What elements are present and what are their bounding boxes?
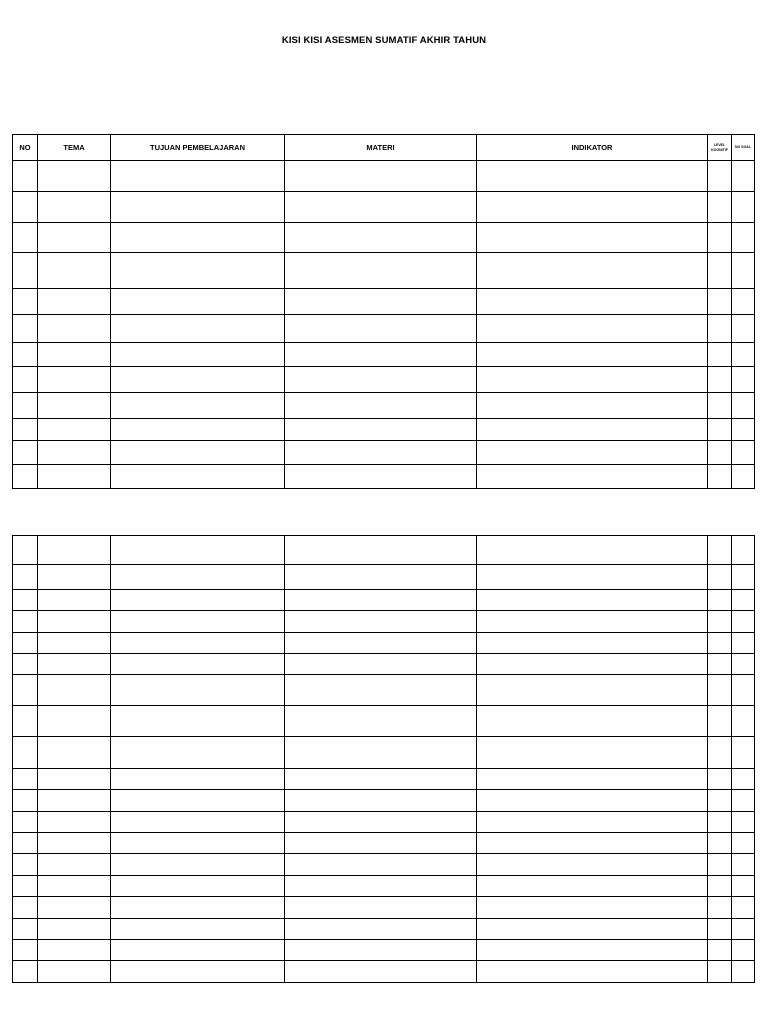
table-row [13, 675, 755, 706]
cell-no-soal [732, 961, 755, 983]
cell-tema [38, 465, 111, 489]
cell-materi [285, 897, 477, 919]
cell-tema [38, 565, 111, 590]
cell-materi [285, 961, 477, 983]
cell-tema [38, 441, 111, 465]
cell-no-soal [732, 441, 755, 465]
cell-level-kognitif [708, 590, 732, 611]
cell-level-kognitif [708, 393, 732, 419]
header-indikator: INDIKATOR [477, 135, 708, 161]
cell-no [13, 769, 38, 790]
table-body-bottom [13, 536, 755, 983]
cell-no [13, 876, 38, 897]
cell-no [13, 192, 38, 223]
cell-materi [285, 769, 477, 790]
cell-indikator [477, 161, 708, 192]
cell-materi [285, 441, 477, 465]
cell-level-kognitif [708, 769, 732, 790]
cell-no [13, 289, 38, 315]
cell-no [13, 393, 38, 419]
header-tujuan-pembelajaran: TUJUAN PEMBELAJARAN [111, 135, 285, 161]
cell-tujuan-pembelajaran [111, 919, 285, 940]
cell-tema [38, 192, 111, 223]
cell-tema [38, 633, 111, 654]
cell-tujuan-pembelajaran [111, 654, 285, 675]
cell-no [13, 790, 38, 812]
cell-no-soal [732, 367, 755, 393]
cell-no-soal [732, 253, 755, 289]
cell-materi [285, 393, 477, 419]
cell-materi [285, 465, 477, 489]
cell-level-kognitif [708, 611, 732, 633]
cell-materi [285, 940, 477, 961]
cell-tujuan-pembelajaran [111, 961, 285, 983]
cell-indikator [477, 833, 708, 854]
cell-tujuan-pembelajaran [111, 315, 285, 343]
cell-level-kognitif [708, 961, 732, 983]
cell-no [13, 919, 38, 940]
cell-tema [38, 161, 111, 192]
header-tema: TEMA [38, 135, 111, 161]
cell-indikator [477, 675, 708, 706]
cell-indikator [477, 654, 708, 675]
header-level-kognitif: LEVEL KOGNITIF [708, 135, 732, 161]
table-row [13, 343, 755, 367]
cell-materi [285, 192, 477, 223]
cell-level-kognitif [708, 315, 732, 343]
cell-level-kognitif [708, 876, 732, 897]
document-title: KISI KISI ASESMEN SUMATIF AKHIR TAHUN [281, 35, 487, 46]
table-row [13, 393, 755, 419]
cell-materi [285, 223, 477, 253]
cell-no-soal [732, 919, 755, 940]
cell-no-soal [732, 343, 755, 367]
table-row [13, 633, 755, 654]
cell-tema [38, 833, 111, 854]
cell-materi [285, 790, 477, 812]
cell-tujuan-pembelajaran [111, 812, 285, 833]
cell-tujuan-pembelajaran [111, 192, 285, 223]
cell-no [13, 590, 38, 611]
table-body-top [13, 161, 755, 489]
table-row [13, 919, 755, 940]
cell-level-kognitif [708, 419, 732, 441]
cell-tujuan-pembelajaran [111, 343, 285, 367]
cell-indikator [477, 876, 708, 897]
cell-materi [285, 833, 477, 854]
header-materi: MATERI [285, 135, 477, 161]
cell-indikator [477, 315, 708, 343]
cell-tujuan-pembelajaran [111, 706, 285, 737]
cell-tema [38, 919, 111, 940]
cell-tujuan-pembelajaran [111, 465, 285, 489]
cell-no-soal [732, 790, 755, 812]
cell-no-soal [732, 737, 755, 769]
table-row [13, 706, 755, 737]
table-row [13, 192, 755, 223]
cell-no [13, 897, 38, 919]
cell-tujuan-pembelajaran [111, 419, 285, 441]
cell-no-soal [732, 611, 755, 633]
table-row [13, 611, 755, 633]
cell-no-soal [732, 833, 755, 854]
cell-tujuan-pembelajaran [111, 769, 285, 790]
cell-no [13, 367, 38, 393]
cell-indikator [477, 706, 708, 737]
cell-tujuan-pembelajaran [111, 590, 285, 611]
cell-tema [38, 611, 111, 633]
cell-indikator [477, 289, 708, 315]
cell-no [13, 961, 38, 983]
cell-tema [38, 897, 111, 919]
cell-no-soal [732, 289, 755, 315]
cell-level-kognitif [708, 465, 732, 489]
cell-no [13, 833, 38, 854]
cell-no [13, 465, 38, 489]
table-row [13, 876, 755, 897]
cell-tema [38, 393, 111, 419]
table-row [13, 419, 755, 441]
cell-materi [285, 919, 477, 940]
table-row [13, 654, 755, 675]
cell-no [13, 223, 38, 253]
cell-tema [38, 367, 111, 393]
cell-no-soal [732, 769, 755, 790]
cell-tujuan-pembelajaran [111, 737, 285, 769]
cell-no [13, 161, 38, 192]
cell-level-kognitif [708, 161, 732, 192]
cell-tema [38, 590, 111, 611]
cell-level-kognitif [708, 253, 732, 289]
cell-indikator [477, 940, 708, 961]
cell-no [13, 737, 38, 769]
table-row [13, 812, 755, 833]
cell-tema [38, 223, 111, 253]
cell-no [13, 812, 38, 833]
cell-tujuan-pembelajaran [111, 897, 285, 919]
header-row [13, 135, 755, 161]
cell-no [13, 441, 38, 465]
cell-no [13, 343, 38, 367]
cell-level-kognitif [708, 833, 732, 854]
cell-materi [285, 737, 477, 769]
cell-tujuan-pembelajaran [111, 833, 285, 854]
cell-tema [38, 961, 111, 983]
cell-no-soal [732, 192, 755, 223]
cell-level-kognitif [708, 790, 732, 812]
cell-tema [38, 675, 111, 706]
table-row [13, 253, 755, 289]
cell-level-kognitif [708, 654, 732, 675]
cell-level-kognitif [708, 289, 732, 315]
cell-indikator [477, 812, 708, 833]
cell-tema [38, 654, 111, 675]
cell-indikator [477, 465, 708, 489]
cell-materi [285, 812, 477, 833]
cell-level-kognitif [708, 565, 732, 590]
cell-tema [38, 536, 111, 565]
cell-no-soal [732, 654, 755, 675]
cell-tema [38, 769, 111, 790]
table-row [13, 315, 755, 343]
cell-materi [285, 854, 477, 876]
cell-indikator [477, 737, 708, 769]
cell-materi [285, 536, 477, 565]
cell-indikator [477, 897, 708, 919]
cell-no [13, 536, 38, 565]
cell-no-soal [732, 565, 755, 590]
cell-materi [285, 343, 477, 367]
cell-level-kognitif [708, 367, 732, 393]
cell-level-kognitif [708, 706, 732, 737]
cell-indikator [477, 253, 708, 289]
cell-materi [285, 611, 477, 633]
cell-indikator [477, 769, 708, 790]
cell-materi [285, 633, 477, 654]
cell-tema [38, 315, 111, 343]
cell-indikator [477, 393, 708, 419]
cell-tema [38, 790, 111, 812]
cell-tujuan-pembelajaran [111, 223, 285, 253]
cell-level-kognitif [708, 897, 732, 919]
cell-indikator [477, 419, 708, 441]
cell-no [13, 706, 38, 737]
cell-indikator [477, 633, 708, 654]
cell-no-soal [732, 465, 755, 489]
cell-no-soal [732, 536, 755, 565]
cell-no [13, 253, 38, 289]
cell-level-kognitif [708, 737, 732, 769]
cell-tema [38, 876, 111, 897]
cell-no [13, 940, 38, 961]
cell-tujuan-pembelajaran [111, 633, 285, 654]
cell-level-kognitif [708, 441, 732, 465]
cell-indikator [477, 367, 708, 393]
table-row [13, 769, 755, 790]
cell-tujuan-pembelajaran [111, 876, 285, 897]
cell-tujuan-pembelajaran [111, 161, 285, 192]
cell-tujuan-pembelajaran [111, 441, 285, 465]
table-row [13, 289, 755, 315]
cell-materi [285, 161, 477, 192]
cell-level-kognitif [708, 633, 732, 654]
cell-no-soal [732, 812, 755, 833]
cell-indikator [477, 961, 708, 983]
cell-indikator [477, 611, 708, 633]
cell-no [13, 611, 38, 633]
cell-no [13, 654, 38, 675]
cell-tema [38, 854, 111, 876]
cell-tujuan-pembelajaran [111, 289, 285, 315]
table-row [13, 161, 755, 192]
table-row [13, 590, 755, 611]
cell-level-kognitif [708, 940, 732, 961]
cell-level-kognitif [708, 343, 732, 367]
cell-materi [285, 706, 477, 737]
cell-tema [38, 419, 111, 441]
table-row [13, 737, 755, 769]
table-row [13, 565, 755, 590]
cell-indikator [477, 790, 708, 812]
cell-materi [285, 675, 477, 706]
cell-no [13, 565, 38, 590]
cell-no-soal [732, 897, 755, 919]
cell-tujuan-pembelajaran [111, 675, 285, 706]
cell-no-soal [732, 706, 755, 737]
cell-indikator [477, 854, 708, 876]
cell-no-soal [732, 940, 755, 961]
cell-indikator [477, 536, 708, 565]
cell-level-kognitif [708, 854, 732, 876]
cell-tujuan-pembelajaran [111, 253, 285, 289]
cell-materi [285, 253, 477, 289]
cell-no [13, 675, 38, 706]
table-row [13, 790, 755, 812]
cell-materi [285, 367, 477, 393]
cell-no [13, 854, 38, 876]
table-row [13, 961, 755, 983]
cell-tujuan-pembelajaran [111, 611, 285, 633]
table-row [13, 223, 755, 253]
table-row [13, 367, 755, 393]
header-no: NO [13, 135, 38, 161]
table-row [13, 854, 755, 876]
cell-no-soal [732, 419, 755, 441]
cell-tema [38, 253, 111, 289]
cell-no-soal [732, 876, 755, 897]
cell-no-soal [732, 223, 755, 253]
cell-materi [285, 654, 477, 675]
cell-materi [285, 289, 477, 315]
cell-level-kognitif [708, 192, 732, 223]
cell-tema [38, 812, 111, 833]
table-row [13, 536, 755, 565]
cell-indikator [477, 223, 708, 253]
cell-tema [38, 737, 111, 769]
cell-materi [285, 876, 477, 897]
cell-tujuan-pembelajaran [111, 854, 285, 876]
cell-materi [285, 419, 477, 441]
cell-indikator [477, 441, 708, 465]
cell-materi [285, 590, 477, 611]
cell-materi [285, 565, 477, 590]
cell-level-kognitif [708, 223, 732, 253]
cell-tema [38, 289, 111, 315]
cell-tujuan-pembelajaran [111, 790, 285, 812]
cell-no-soal [732, 315, 755, 343]
cell-no-soal [732, 393, 755, 419]
cell-no-soal [732, 854, 755, 876]
cell-no [13, 315, 38, 343]
cell-no-soal [732, 590, 755, 611]
cell-tema [38, 343, 111, 367]
cell-no-soal [732, 161, 755, 192]
cell-indikator [477, 565, 708, 590]
cell-no [13, 633, 38, 654]
cell-tema [38, 940, 111, 961]
table-row [13, 833, 755, 854]
cell-level-kognitif [708, 675, 732, 706]
cell-tujuan-pembelajaran [111, 565, 285, 590]
cell-indikator [477, 192, 708, 223]
header-no-soal: NO SOAL [732, 135, 755, 161]
cell-level-kognitif [708, 919, 732, 940]
cell-materi [285, 315, 477, 343]
kisi-kisi-table-bottom [12, 535, 755, 983]
kisi-kisi-table-top [12, 134, 755, 489]
cell-no-soal [732, 633, 755, 654]
table-row [13, 441, 755, 465]
table-row [13, 465, 755, 489]
cell-indikator [477, 343, 708, 367]
cell-indikator [477, 919, 708, 940]
cell-tujuan-pembelajaran [111, 393, 285, 419]
cell-indikator [477, 590, 708, 611]
cell-tema [38, 706, 111, 737]
cell-tujuan-pembelajaran [111, 940, 285, 961]
cell-tujuan-pembelajaran [111, 367, 285, 393]
cell-tujuan-pembelajaran [111, 536, 285, 565]
cell-no-soal [732, 675, 755, 706]
cell-no [13, 419, 38, 441]
cell-level-kognitif [708, 536, 732, 565]
cell-level-kognitif [708, 812, 732, 833]
table-row [13, 940, 755, 961]
table-row [13, 897, 755, 919]
